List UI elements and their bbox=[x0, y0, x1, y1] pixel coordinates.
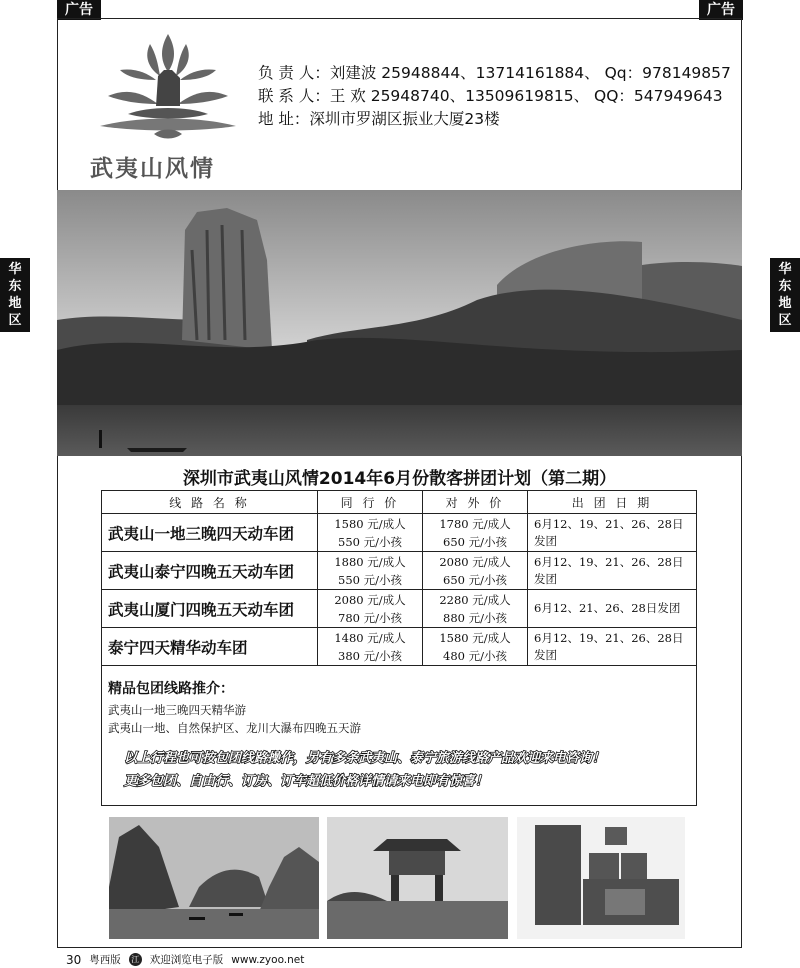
adult-price: 1580 元/成人 bbox=[439, 630, 511, 645]
route-name: 泰宁四天精华动车团 bbox=[102, 628, 318, 666]
region-tab-char: 华 bbox=[8, 262, 22, 277]
site-url[interactable]: www.zyoo.net bbox=[231, 953, 305, 966]
region-tab-char: 区 bbox=[8, 313, 22, 328]
region-tab-char: 东 bbox=[778, 279, 792, 294]
brand-logo-text: 武夷山风情 bbox=[90, 156, 215, 182]
page-footer bbox=[66, 952, 304, 967]
header-departure-dates: 出 团 日 期 bbox=[528, 491, 697, 514]
header-public-price: 对 外 价 bbox=[423, 491, 528, 514]
region-tab-right bbox=[770, 258, 800, 332]
peer-price bbox=[318, 628, 423, 666]
tea-product-photo bbox=[517, 817, 685, 939]
promo-note-line: 更多包团、自由行、订房、订车超低价格详情请来电即有惊喜！ bbox=[124, 774, 489, 789]
plan-title: 深圳市武夷山风情2014年6月份散客拼团计划（第二期） bbox=[182, 469, 617, 489]
table-row bbox=[102, 552, 697, 590]
peer-price bbox=[318, 590, 423, 628]
child-price: 550 元/小孩 bbox=[338, 572, 402, 587]
ad-tag-left: 广告 bbox=[57, 0, 101, 20]
peer-price bbox=[318, 552, 423, 590]
adult-price: 1580 元/成人 bbox=[334, 516, 406, 531]
lotus-logo-icon bbox=[98, 30, 238, 148]
public-price bbox=[423, 514, 528, 552]
edition-label: 粤西版 bbox=[89, 954, 121, 966]
package-item: 武夷山一地、自然保护区、龙川大瀑布四晚五天游 bbox=[108, 721, 361, 735]
packages-title: 精品包团线路推介： bbox=[108, 681, 234, 697]
page-number: 30 bbox=[66, 952, 82, 967]
public-price bbox=[423, 590, 528, 628]
table-row bbox=[102, 590, 697, 628]
child-price: 880 元/小孩 bbox=[443, 610, 507, 625]
adult-price: 2080 元/成人 bbox=[439, 554, 511, 569]
package-item: 武夷山一地三晚四天精华游 bbox=[108, 703, 246, 717]
adult-price: 2080 元/成人 bbox=[334, 592, 406, 607]
peer-price bbox=[318, 514, 423, 552]
promo-note-line: 以上行程也可按包团线路操作，另有多条武夷山、泰宁旅游线路产品欢迎来电咨询！ bbox=[124, 751, 606, 766]
adult-price: 1780 元/成人 bbox=[439, 516, 511, 531]
archway-photo bbox=[327, 817, 508, 939]
region-tab-char: 地 bbox=[778, 296, 792, 311]
public-price bbox=[423, 628, 528, 666]
table-row bbox=[102, 514, 697, 552]
header-route-name: 线 路 名 称 bbox=[102, 491, 318, 514]
contact-address: 地 址：深圳市罗湖区振业大厦23楼 bbox=[258, 110, 500, 128]
child-price: 780 元/小孩 bbox=[338, 610, 402, 625]
region-tab-char: 华 bbox=[778, 262, 792, 277]
routes-table bbox=[101, 490, 697, 666]
child-price: 380 元/小孩 bbox=[338, 648, 402, 663]
ad-tag-right: 广告 bbox=[699, 0, 743, 20]
region-tab-char: 地 bbox=[8, 296, 22, 311]
route-name: 武夷山一地三晚四天动车团 bbox=[102, 514, 318, 552]
child-price: 650 元/小孩 bbox=[443, 534, 507, 549]
contact-manager: 负 责 人：刘建波 25948844、13714161884、 Qq：978149857 bbox=[258, 64, 731, 82]
departure-dates: 6月12、19、21、26、28日发团 bbox=[528, 628, 697, 666]
child-price: 650 元/小孩 bbox=[443, 572, 507, 587]
circle-badge-icon: 江 bbox=[129, 953, 142, 966]
contact-person: 联 系 人：王 欢 25948740、13509619815、 QQ：547949643 bbox=[258, 87, 723, 105]
adult-price: 1880 元/成人 bbox=[334, 554, 406, 569]
departure-dates: 6月12、19、21、26、28日发团 bbox=[528, 552, 697, 590]
promo-note bbox=[124, 747, 684, 793]
site-text: 欢迎浏览电子版 bbox=[149, 954, 224, 966]
river-rafting-photo bbox=[109, 817, 319, 939]
header-peer-price: 同 行 价 bbox=[318, 491, 423, 514]
table-row bbox=[102, 628, 697, 666]
adult-price: 1480 元/成人 bbox=[334, 630, 406, 645]
route-name: 武夷山泰宁四晚五天动车团 bbox=[102, 552, 318, 590]
contact-info bbox=[258, 62, 731, 131]
region-tab-char: 区 bbox=[778, 313, 792, 328]
region-tab-left bbox=[0, 258, 30, 332]
region-tab-char: 东 bbox=[8, 279, 22, 294]
adult-price: 2280 元/成人 bbox=[439, 592, 511, 607]
public-price bbox=[423, 552, 528, 590]
child-price: 550 元/小孩 bbox=[338, 534, 402, 549]
departure-dates: 6月12、21、26、28日发团 bbox=[528, 590, 697, 628]
landscape-photo bbox=[57, 190, 742, 456]
route-name: 武夷山厦门四晚五天动车团 bbox=[102, 590, 318, 628]
departure-dates: 6月12、19、21、26、28日发团 bbox=[528, 514, 697, 552]
child-price: 480 元/小孩 bbox=[443, 648, 507, 663]
